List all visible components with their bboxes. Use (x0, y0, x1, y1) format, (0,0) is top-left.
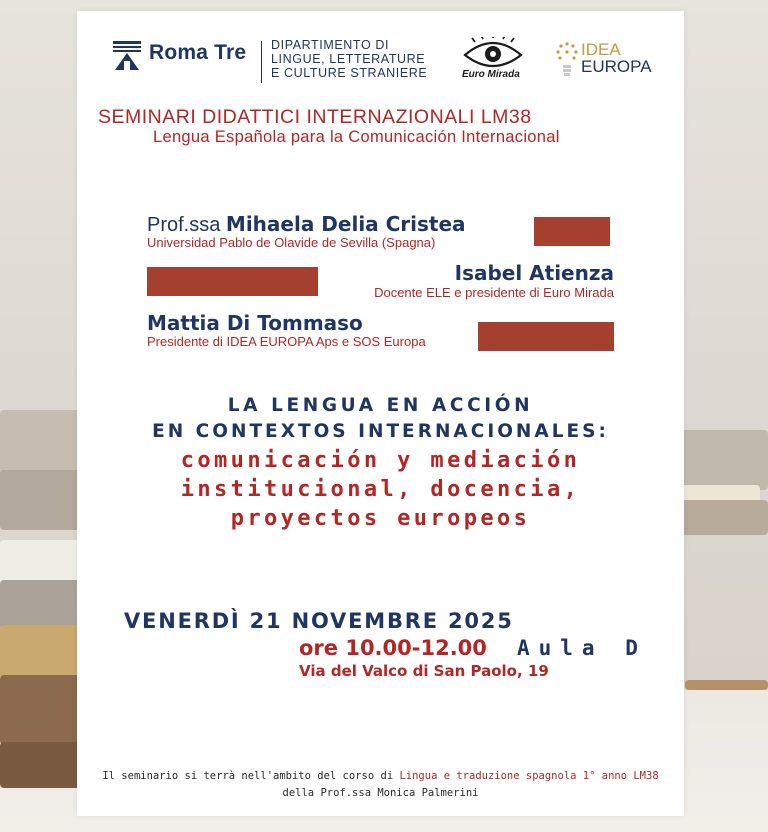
header-divider (261, 41, 262, 83)
speaker-affiliation: Presidente di IDEA EUROPA Aps e SOS Europa (147, 334, 426, 349)
event-address: Via del Valco di San Paolo, 19 (299, 662, 549, 680)
event-room: Aula D (517, 636, 647, 660)
topic-line: proyectos europeos (230, 506, 531, 531)
book (0, 625, 86, 679)
event-date: VENERDÌ 21 NOVEMBRE 2025 (124, 609, 514, 633)
event-time: ore 10.00-12.00 (299, 636, 487, 660)
roma-tre-logo-icon (113, 41, 141, 71)
book (685, 680, 768, 690)
topic-line: institucional, docencia, (180, 477, 581, 502)
book (680, 430, 768, 490)
course-name: Lingua e traduzione spagnola 1° anno LM38 (399, 770, 659, 782)
university-name: Roma Tre (149, 41, 247, 64)
book (680, 500, 768, 535)
redacted-block (147, 267, 318, 296)
idea-europa-bulb-icon (554, 41, 580, 81)
book (0, 470, 88, 530)
book (0, 580, 84, 630)
speaker-name-text: Mihaela Delia Cristea (225, 212, 466, 236)
footer-text: Il seminario si terrà nell'ambito del corso di (102, 770, 400, 782)
department-name (271, 38, 427, 80)
seminar-subtitle: Lengua Española para la Comunicación Internacional (153, 128, 560, 146)
footer-note (77, 770, 684, 782)
europa-logo-line: EUROPA (581, 57, 652, 76)
idea-logo-line: IDEA (581, 40, 621, 59)
department-line: LINGUE, LETTERATURE (271, 52, 426, 66)
topic-line: LA LENGUA EN ACCIÓN (227, 395, 534, 416)
speaker-name: Isabel Atienza (454, 261, 614, 285)
idea-europa-logo-text (581, 41, 652, 75)
seminar-title: SEMINARI DIDATTICI INTERNAZIONALI LM38 (98, 106, 532, 128)
topic-line: comunicación y mediación (180, 448, 581, 473)
euro-mirada-logo-text: Euro Mirada (462, 69, 520, 80)
redacted-block (534, 217, 610, 246)
topic-line: EN CONTEXTOS INTERNACIONALES: (152, 421, 609, 442)
speaker-affiliation: Universidad Pablo de Olavide de Sevilla (Spagna) (147, 235, 436, 250)
speaker-affiliation: Docente ELE e presidente di Euro Mirada (374, 285, 614, 300)
speaker-title-prefix: Prof.ssa (147, 214, 226, 236)
speaker-name: Mattia Di Tommaso (147, 311, 363, 335)
seminar-poster (77, 11, 684, 816)
department-line: DIPARTIMENTO DI (271, 38, 390, 52)
department-line: E CULTURE STRANIERE (271, 66, 428, 80)
footer-note: della Prof.ssa Monica Palmerini (282, 787, 479, 799)
redacted-block (478, 322, 614, 351)
speaker-name (147, 212, 466, 237)
